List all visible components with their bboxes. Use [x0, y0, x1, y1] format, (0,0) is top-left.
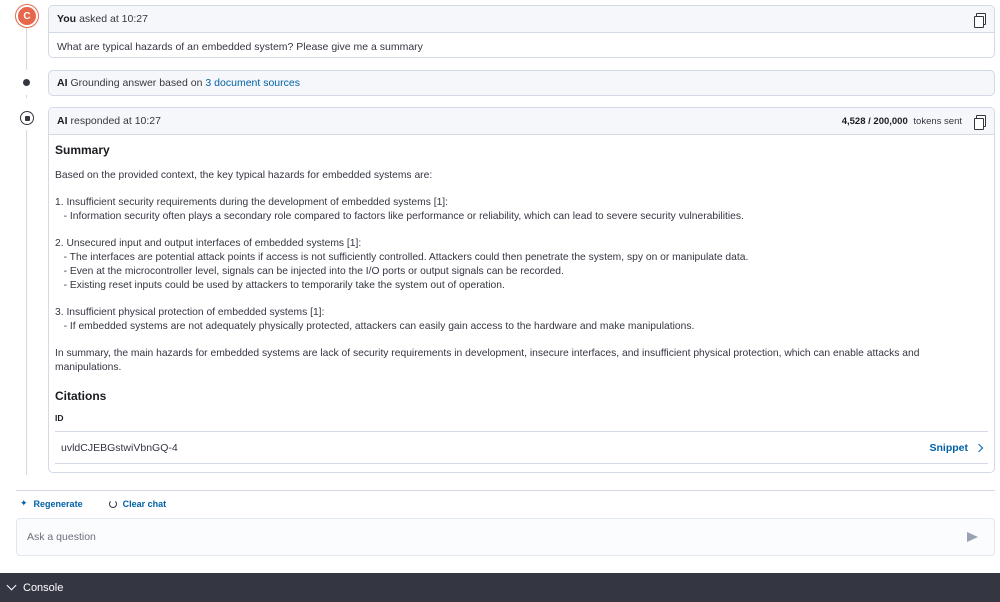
hazard-2-point: - Even at the microcontroller level, signals can be injected into the I/O ports or output signals can be recorded.	[55, 266, 564, 277]
divider	[16, 490, 995, 491]
citations-table	[55, 411, 988, 464]
snippet-button[interactable]	[930, 441, 983, 455]
citations-heading: Citations	[55, 389, 107, 403]
citation-id: uvldCJEBGstwiVbnGQ-4	[61, 441, 178, 454]
hazard-2-point: - Existing reset inputs could be used by attackers to temporarily take the system out of operation.	[55, 280, 505, 291]
send-icon[interactable]	[967, 532, 978, 542]
answer-intro: Based on the provided context, the key typical hazards for embedded systems are:	[55, 170, 433, 181]
timeline-line	[26, 130, 27, 475]
ai-response-panel	[48, 107, 995, 473]
hazard-1-title: 1. Insufficient security requirements during the development of embedded systems [1]:	[55, 197, 449, 208]
grounding-label: AI	[57, 77, 68, 89]
table-row	[55, 432, 988, 464]
copy-icon[interactable]	[974, 115, 986, 128]
answer-conclusion: manipulations.	[55, 362, 122, 373]
asker-name: You	[57, 13, 77, 25]
regenerate-label: Regenerate	[33, 498, 83, 509]
responder-label: AI	[57, 115, 68, 127]
grounding-text: Grounding answer based on	[70, 77, 203, 89]
hazard-1-point: - Information security often plays a secondary role compared to factors like performance or reliability, which can lead to severe security vulnerabilities.	[55, 211, 744, 222]
summary-heading: Summary	[55, 143, 110, 157]
document-sources-link[interactable]: 3 document sources	[205, 77, 300, 89]
console-bar[interactable]	[0, 573, 1000, 602]
citations-column-id: ID	[55, 411, 988, 432]
user-question-text: What are typical hazards of an embedded system? Please give me a summary	[57, 41, 423, 53]
hazard-3-point: - If embedded systems are not adequately physically protected, attackers can easily gain access to the hardware and make manipulations.	[55, 321, 695, 332]
question-input[interactable]	[27, 531, 967, 543]
hazard-2-title: 2. Unsecured input and output interfaces of embedded systems [1]:	[55, 238, 362, 249]
asked-time: asked at 10:27	[79, 13, 148, 25]
clear-chat-button[interactable]	[109, 498, 167, 509]
ai-assistant-icon	[20, 111, 34, 125]
refresh-icon	[109, 500, 117, 508]
copy-icon[interactable]	[974, 13, 986, 26]
answer-body	[49, 135, 994, 464]
clear-chat-label: Clear chat	[122, 498, 167, 509]
user-question-panel	[48, 5, 995, 58]
regenerate-button[interactable]	[20, 498, 83, 509]
tokens-suffix: tokens sent	[913, 115, 962, 127]
user-question-header	[49, 6, 994, 33]
console-label: Console	[23, 581, 64, 594]
question-input-box	[16, 518, 995, 556]
hazard-3-title: 3. Insufficient physical protection of embedded systems [1]:	[55, 307, 325, 318]
user-avatar: C	[16, 5, 38, 27]
chevron-down-icon	[7, 581, 17, 591]
chevron-right-icon	[975, 443, 983, 451]
grounding-panel	[48, 70, 995, 96]
dot-icon	[23, 79, 30, 86]
answer-conclusion: In summary, the main hazards for embedded systems are lack of security requirements in development, insecure interfaces, and insufficient physical protection, which can enable attacks and	[55, 348, 920, 359]
sparkle-icon: ✦	[20, 498, 28, 508]
tokens-sent	[842, 116, 962, 127]
chat-actions	[20, 498, 166, 509]
tokens-count: 4,528 / 200,000	[841, 115, 908, 127]
ai-response-header	[49, 108, 994, 135]
hazard-2-point: - The interfaces are potential attack points if access is not sufficiently controlled. Attackers could then penetrate the system, spy on or manipulate data.	[55, 252, 749, 263]
responded-time: responded at 10:27	[70, 115, 161, 127]
snippet-label: Snippet	[929, 441, 968, 454]
